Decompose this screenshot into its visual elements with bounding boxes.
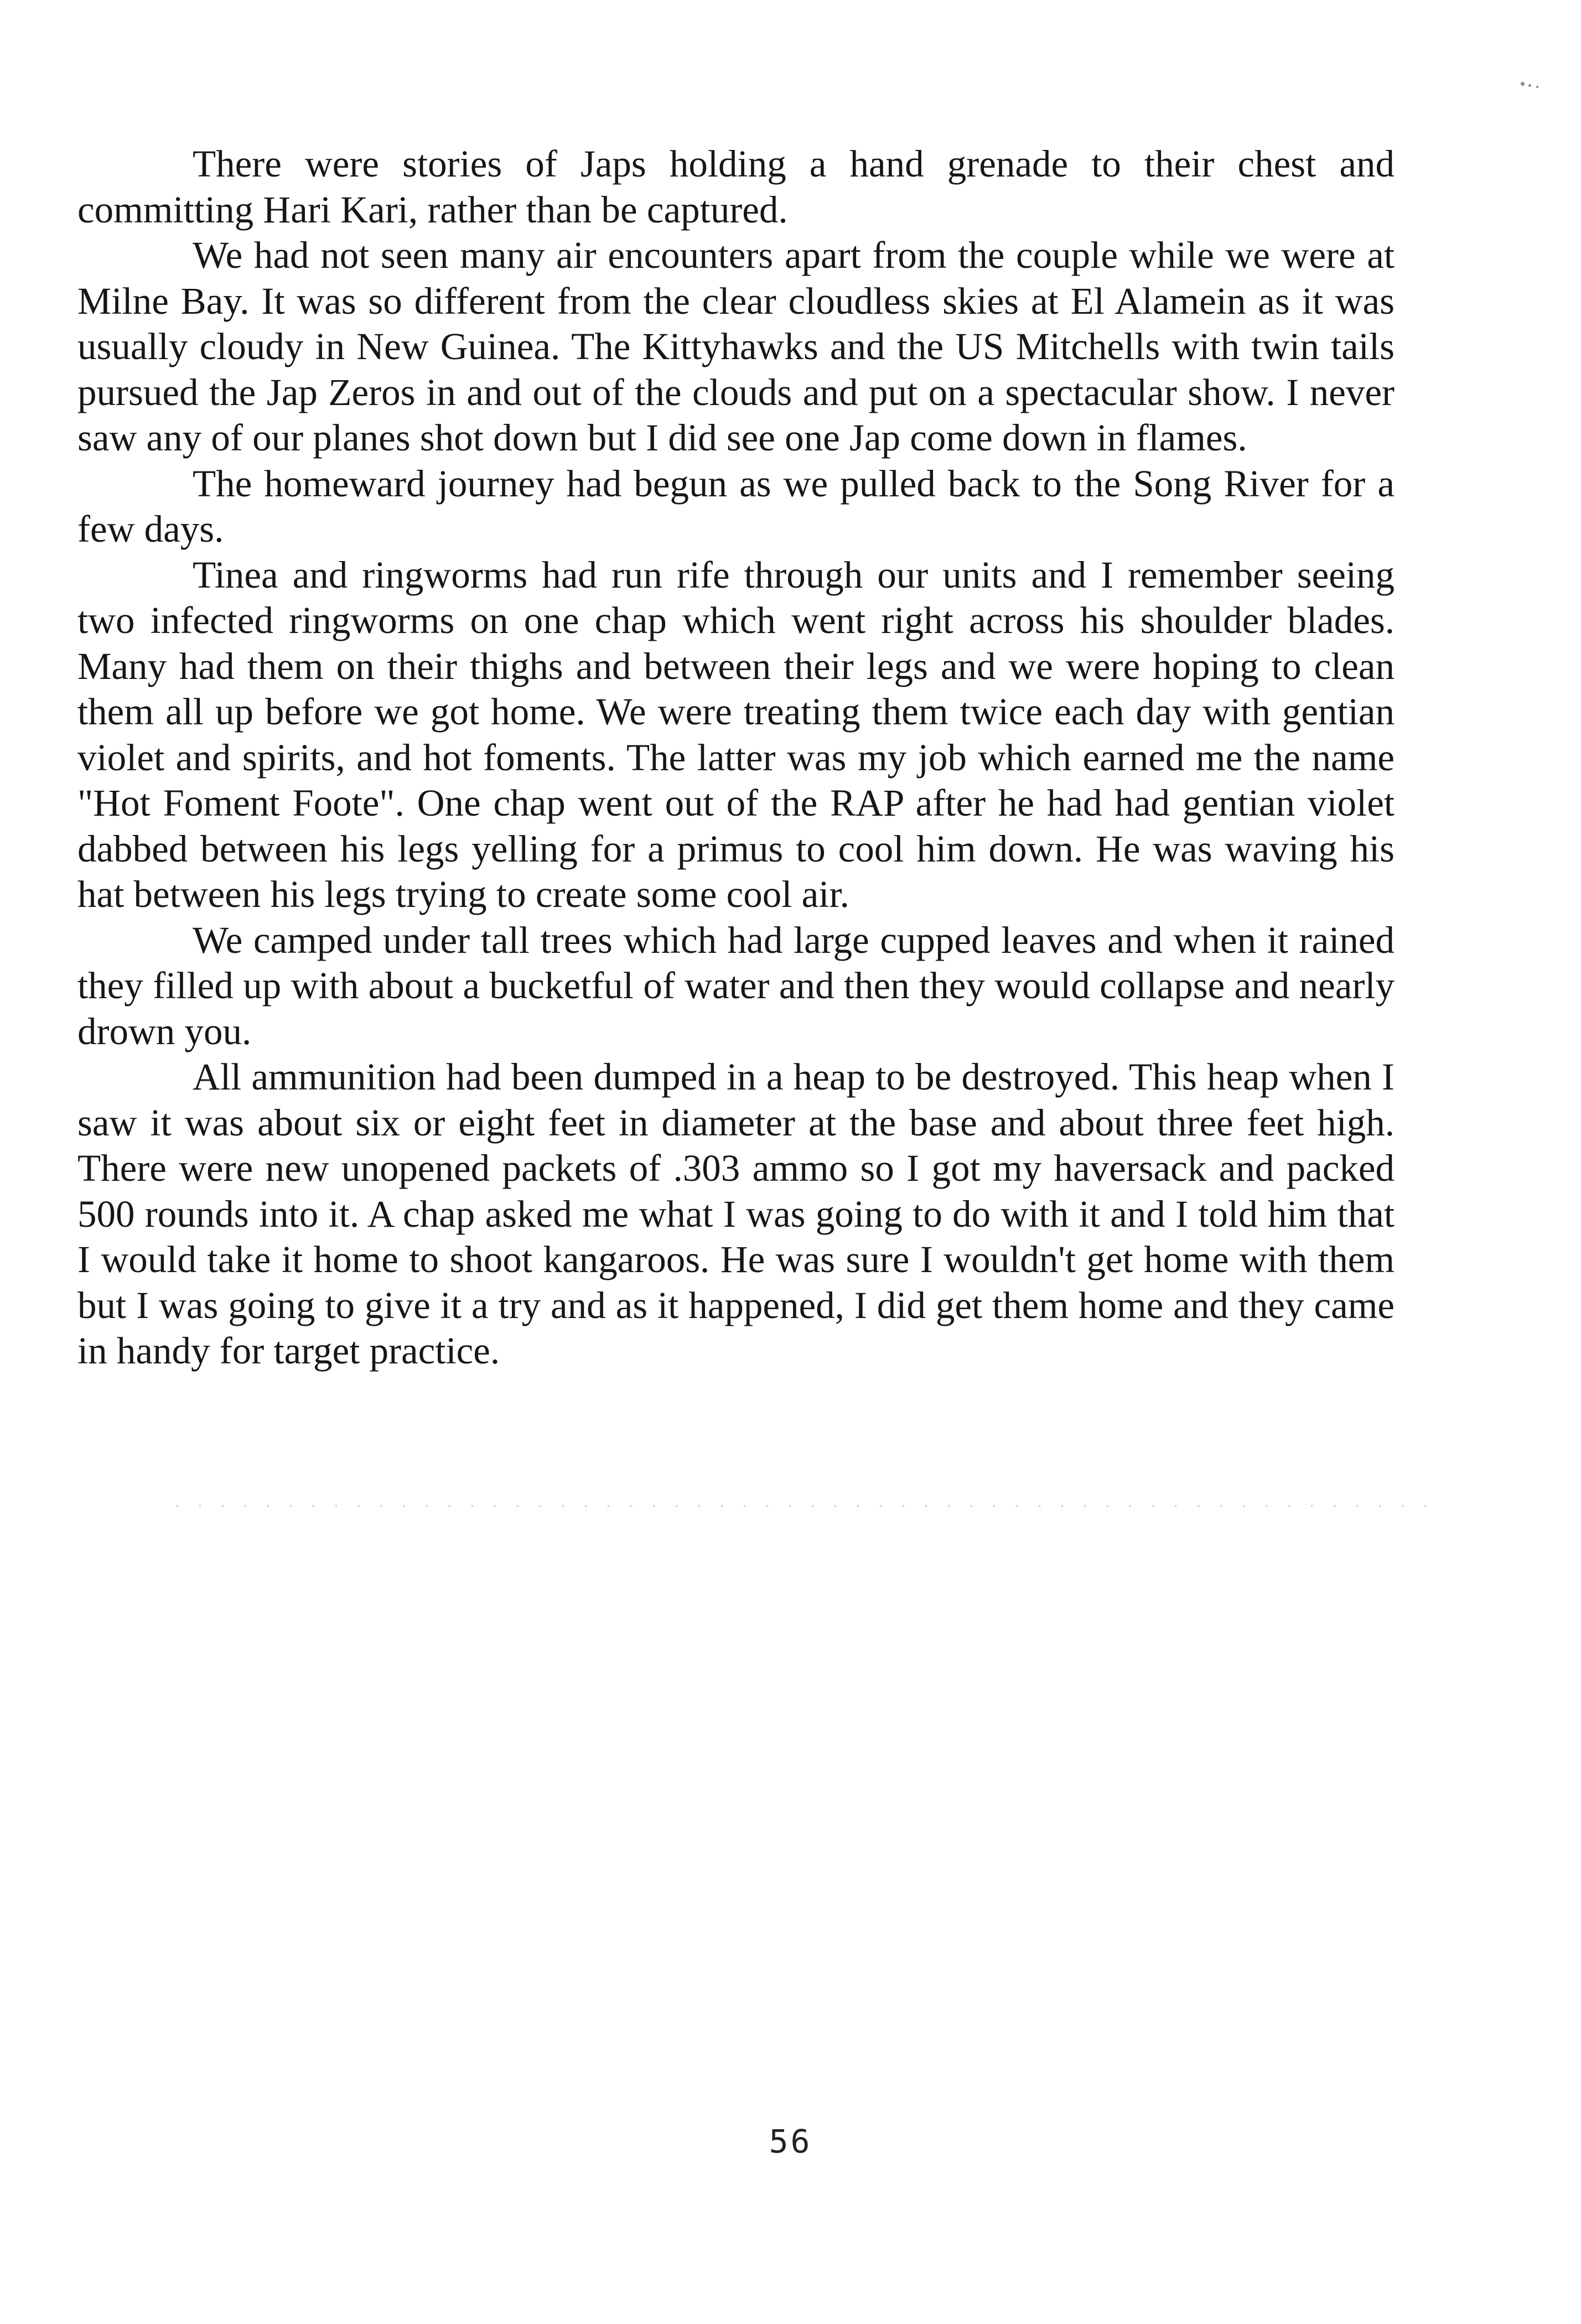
scan-noise — [166, 1501, 1439, 1514]
page-number: 56 — [769, 2123, 812, 2160]
paragraph: Tinea and ringworms had run rife through our units and I remember seeing two infected ringworms on one chap which went right across his shoulder blades. Many had them on their thighs and between their legs and we were hoping to clean them all up before we got home. We were treating them twice each day with gentian violet and spirits, and hot foments. The latter was my job which earned me the name "Hot Foment Foote". One chap went out of the RAP after he had had gentian violet dabbed between his legs yelling for a primus to cool him down. He was waving his hat between his legs trying to create some cool air. — [77, 553, 1395, 915]
paragraph: The homeward journey had begun as we pulled back to the Song River for a few days. — [77, 462, 1395, 550]
paragraph: There were stories of Japs holding a hand grenade to their chest and committing Hari Kari, rather than be captured. — [77, 143, 1395, 231]
paragraph: We camped under tall trees which had large cupped leaves and when it rained they filled up with about a bucketful of water and then they would collapse and nearly drown you. — [77, 919, 1395, 1052]
scan-speck — [1521, 82, 1525, 86]
scan-speck — [1536, 86, 1538, 88]
paragraph: All ammunition had been dumped in a heap to be destroyed. This heap when I saw it was about six or eight feet in diameter at the base and about three feet high. There were new unopened packets of .303 ammo so I got my haversack and packed 500 rounds into it. A chap asked me what I was going to do with it and I told him that I would take it home to shoot kangaroos. He was sure I wouldn't get home with them but I was going to give it a try and as it happened, I did get them home and they came in handy for target practice. — [77, 1056, 1395, 1372]
scan-speck — [1528, 84, 1531, 87]
paragraph: We had not seen many air encounters apart from the couple while we were at Milne Bay. It was so different from the clear cloudless skies at El Alamein as it was usually cloudy in New Guinea. The Kittyhawks and the US Mitchells with twin tails pursued the Jap Zeros in and out of the clouds and put on a spectacular show. I never saw any of our planes shot down but I did see one Jap come down in flames. — [77, 234, 1395, 459]
body-text — [77, 141, 1395, 1374]
